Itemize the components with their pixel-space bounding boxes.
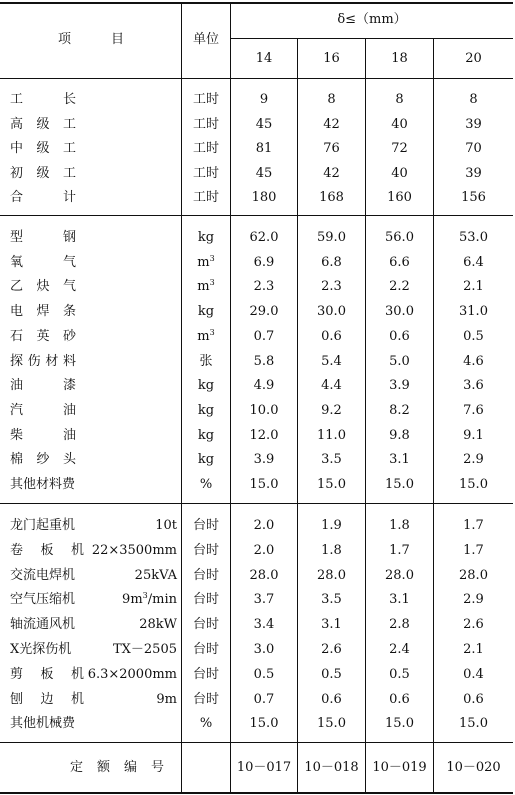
row-value: 15.0 — [459, 477, 488, 492]
row-label-char: 中 — [10, 141, 24, 156]
header-col-14: 14 — [255, 51, 273, 66]
spec-text: 28kW — [139, 617, 177, 632]
unit-text: 台时 — [192, 667, 219, 682]
row-value: 3.5 — [321, 592, 342, 607]
row-label-char: 初 — [10, 166, 24, 181]
unit-superscript: 3 — [209, 254, 215, 263]
spec-text: 25kVA — [134, 568, 177, 583]
row-value: 45 — [255, 166, 273, 181]
row-label-char: 柴 — [10, 428, 24, 443]
row-value: 0.7 — [253, 329, 275, 344]
row-value: 2.4 — [389, 642, 410, 657]
spec-superscript: 3 — [142, 591, 148, 600]
row-value: 15.0 — [249, 477, 279, 492]
unit-text: % — [199, 716, 213, 731]
unit-text: 台时 — [192, 568, 219, 583]
spec-text: 9m — [156, 692, 177, 707]
row-value: 3.9 — [253, 452, 275, 467]
bottom-rule — [0, 792, 513, 794]
row-label-char: 氧 — [10, 255, 24, 270]
row-spec — [84, 667, 177, 683]
header-delta: δ≤（mm） — [337, 12, 407, 27]
row-value: 6.6 — [389, 255, 410, 270]
row-value: 0.5 — [463, 329, 484, 344]
row-unit — [182, 354, 230, 370]
row-label-char: 油 — [62, 428, 76, 443]
unit-text: m — [197, 279, 210, 294]
row-label-char: 合 — [10, 190, 24, 205]
row-value: 0.6 — [389, 692, 410, 707]
row-label — [10, 92, 76, 108]
unit-text: kg — [197, 304, 215, 319]
row-value: 3.9 — [389, 378, 410, 393]
row-value: 2.9 — [463, 592, 484, 607]
row-value: 2.6 — [463, 617, 484, 632]
row-label-char: 长 — [62, 92, 76, 107]
row-value: 9 — [259, 92, 269, 107]
row-value: 2.9 — [463, 452, 484, 467]
row-spec — [84, 568, 177, 584]
row-value: 31.0 — [459, 304, 488, 319]
row-label-char: 工 — [10, 92, 24, 107]
row-value: 0.7 — [253, 692, 275, 707]
row-label-char: 电 — [10, 304, 24, 319]
row-unit — [182, 428, 230, 444]
row-label-char: 型 — [10, 230, 24, 245]
row-spec — [84, 642, 177, 658]
row-label-char: 工 — [62, 141, 76, 156]
spec-text: 6.3×2000mm — [87, 667, 177, 682]
row-value: 29.0 — [249, 304, 279, 319]
footer-label-char: 额 — [96, 760, 110, 775]
row-value: 9.1 — [463, 428, 484, 443]
row-label — [10, 166, 76, 182]
row-value: 4.4 — [321, 378, 342, 393]
row-value: 59.0 — [317, 230, 346, 245]
row-value: 6.8 — [321, 255, 342, 270]
row-label-char: 高 — [10, 117, 24, 132]
row-label-char: 计 — [62, 190, 76, 205]
unit-text: 台时 — [192, 617, 219, 632]
row-value: 8.2 — [389, 403, 410, 418]
row-value: 56.0 — [385, 230, 414, 245]
row-label-char: 炔 — [36, 279, 50, 294]
row-value: 15.0 — [317, 716, 346, 731]
row-value: 30.0 — [385, 304, 414, 319]
row-spec — [84, 617, 177, 633]
footer-label-char: 定 — [70, 760, 84, 775]
row-unit — [182, 568, 230, 584]
row-label-char: 板 — [40, 667, 54, 682]
row-value: 0.6 — [463, 692, 484, 707]
row-value: 45 — [255, 117, 273, 132]
row-unit — [182, 403, 230, 419]
row-value: 30.0 — [317, 304, 346, 319]
row-value: 2.1 — [463, 279, 484, 294]
row-label — [10, 279, 76, 295]
row-value: 15.0 — [459, 716, 488, 731]
row-value: 42 — [323, 117, 340, 132]
row-label-char: 焊 — [36, 304, 50, 319]
row-unit — [182, 304, 230, 320]
header-col-20: 20 — [465, 51, 482, 66]
row-value: 5.4 — [321, 354, 342, 369]
row-value: 1.7 — [463, 518, 484, 533]
row-value: 1.8 — [321, 543, 342, 558]
row-label-char: 板 — [40, 543, 54, 558]
row-value: 8 — [395, 92, 404, 107]
row-label — [10, 117, 76, 133]
unit-text: % — [199, 477, 213, 492]
row-label-char: 纱 — [36, 452, 50, 467]
unit-text: 张 — [199, 354, 213, 369]
row-label: 轴流通风机 — [10, 617, 76, 632]
unit-text: 台时 — [192, 692, 219, 707]
row-label — [10, 304, 76, 320]
row-value: 0.5 — [321, 667, 342, 682]
row-unit — [182, 279, 230, 295]
row-label — [10, 354, 76, 370]
header-item — [58, 32, 124, 48]
unit-text: kg — [197, 428, 215, 443]
row-label-char: 机 — [70, 667, 84, 682]
row-value: 5.8 — [253, 354, 275, 369]
row-value: 2.2 — [389, 279, 410, 294]
row-value: 2.6 — [321, 642, 342, 657]
row-label-char: 汽 — [10, 403, 24, 418]
row-label — [10, 403, 76, 419]
row-value: 10.0 — [249, 403, 279, 418]
row-value: 156 — [461, 190, 486, 205]
header-mid-rule — [230, 38, 513, 39]
unit-superscript: 3 — [209, 278, 215, 287]
row-unit — [182, 141, 230, 157]
unit-text: 工时 — [192, 166, 219, 181]
row-label-char: 工 — [62, 166, 76, 181]
row-value: 8 — [327, 92, 336, 107]
row-value: 6.4 — [463, 255, 484, 270]
row-label — [10, 428, 76, 444]
row-unit — [182, 617, 230, 633]
quota-code: 10－020 — [446, 760, 501, 775]
row-value: 15.0 — [317, 477, 346, 492]
header-item-char: 目 — [110, 32, 124, 47]
row-value: 3.6 — [463, 378, 484, 393]
row-value: 28.0 — [249, 568, 279, 583]
row-value: 3.0 — [253, 642, 275, 657]
row-unit — [182, 642, 230, 658]
row-unit — [182, 692, 230, 708]
header-bottom-rule — [0, 78, 513, 79]
row-value: 15.0 — [385, 716, 414, 731]
row-label-char: 头 — [62, 452, 76, 467]
row-value: 12.0 — [249, 428, 279, 443]
unit-text: 台时 — [192, 543, 219, 558]
row-unit — [182, 518, 230, 534]
row-label — [10, 329, 76, 345]
row-value: 39 — [465, 117, 482, 132]
footer-label-char: 号 — [150, 760, 164, 775]
row-value: 0.6 — [389, 329, 410, 344]
top-rule — [0, 2, 513, 4]
row-label-char: 油 — [62, 403, 76, 418]
row-value: 28.0 — [385, 568, 414, 583]
unit-text: 工时 — [192, 117, 219, 132]
header-col-16: 16 — [323, 51, 340, 66]
row-value: 8 — [469, 92, 478, 107]
row-label-char: 探 — [10, 354, 24, 369]
row-value: 76 — [323, 141, 340, 156]
unit-text: kg — [197, 378, 215, 393]
row-value: 0.6 — [321, 692, 342, 707]
row-value: 7.6 — [463, 403, 484, 418]
quota-code: 10－018 — [304, 760, 359, 775]
row-label: 空气压缩机 — [10, 592, 76, 607]
row-label — [10, 255, 76, 271]
row-value: 2.3 — [253, 279, 275, 294]
unit-text: kg — [197, 452, 215, 467]
row-label-char: 级 — [36, 166, 50, 181]
row-label-char: 伤 — [27, 354, 41, 369]
footer-label — [70, 760, 164, 776]
row-value: 4.9 — [253, 378, 275, 393]
row-label-char: 气 — [62, 279, 76, 294]
row-value: 0.5 — [253, 667, 275, 682]
row-value: 1.8 — [389, 518, 410, 533]
row-label-char: 钢 — [62, 230, 76, 245]
row-label-char: 料 — [62, 354, 76, 369]
spec-text: 9m — [122, 592, 143, 607]
row-value: 53.0 — [459, 230, 488, 245]
row-value: 9.2 — [321, 403, 342, 418]
row-value: 72 — [391, 141, 408, 156]
row-label: 其他材料费 — [10, 477, 76, 492]
row-label-char: 边 — [40, 692, 54, 707]
row-value: 3.1 — [389, 452, 410, 467]
unit-superscript: 3 — [209, 328, 215, 337]
row-value: 28.0 — [459, 568, 488, 583]
row-unit — [182, 378, 230, 394]
row-unit — [182, 329, 230, 345]
labor-bottom-rule — [0, 215, 513, 216]
row-label-char: 油 — [10, 378, 24, 393]
row-unit — [182, 255, 230, 271]
row-value: 180 — [251, 190, 277, 205]
row-value: 1.9 — [321, 518, 342, 533]
quota-code: 10－019 — [372, 760, 427, 775]
row-value: 0.5 — [389, 667, 410, 682]
row-value: 11.0 — [317, 428, 346, 443]
row-label-char: 级 — [36, 117, 50, 132]
row-value: 2.1 — [463, 642, 484, 657]
row-value: 0.4 — [463, 667, 484, 682]
footer-label-char: 编 — [123, 760, 137, 775]
row-label-char: 工 — [62, 117, 76, 132]
row-value: 62.0 — [249, 230, 279, 245]
row-value: 3.5 — [321, 452, 342, 467]
row-value: 4.6 — [463, 354, 484, 369]
row-label-char: 棉 — [10, 452, 24, 467]
row-label-char: 机 — [70, 692, 84, 707]
header-unit: 单位 — [192, 32, 219, 47]
unit-text: 台时 — [192, 592, 219, 607]
header-col-18: 18 — [391, 51, 408, 66]
unit-text: 台时 — [192, 642, 219, 657]
row-value: 42 — [323, 166, 340, 181]
row-value: 6.9 — [253, 255, 275, 270]
machinery-bottom-rule — [0, 742, 513, 743]
row-value: 1.7 — [463, 543, 484, 558]
row-value: 70 — [465, 141, 482, 156]
row-label-char: 条 — [62, 304, 76, 319]
row-value: 3.1 — [321, 617, 342, 632]
row-value: 2.8 — [389, 617, 410, 632]
row-value: 2.3 — [321, 279, 342, 294]
row-label-char: 卷 — [10, 543, 24, 558]
row-unit — [182, 716, 230, 732]
row-label-char: 石 — [10, 329, 24, 344]
row-value: 160 — [387, 190, 412, 205]
row-spec — [84, 543, 177, 559]
row-label-char: 乙 — [10, 279, 24, 294]
row-value: 0.6 — [321, 329, 342, 344]
row-label — [10, 378, 76, 394]
unit-text: 工时 — [192, 141, 219, 156]
spec-text: 22×3500mm — [91, 543, 177, 558]
row-label — [10, 141, 76, 157]
row-value: 3.1 — [389, 592, 410, 607]
row-value: 15.0 — [385, 477, 414, 492]
row-label-char: 剪 — [10, 667, 24, 682]
row-label-char: 砂 — [62, 329, 76, 344]
row-unit — [182, 117, 230, 133]
spec-text: 10t — [155, 518, 177, 533]
row-unit — [182, 230, 230, 246]
unit-text: 台时 — [192, 518, 219, 533]
spec-text: TX－2505 — [112, 642, 177, 657]
row-value: 15.0 — [249, 716, 279, 731]
row-unit — [182, 452, 230, 468]
row-value: 168 — [319, 190, 344, 205]
row-label-char: 刨 — [10, 692, 24, 707]
row-unit — [182, 166, 230, 182]
row-value: 3.7 — [253, 592, 275, 607]
row-label — [10, 667, 84, 683]
row-label: X光探伤机 — [10, 642, 72, 657]
row-value: 3.4 — [253, 617, 275, 632]
row-label — [10, 230, 76, 246]
row-label — [10, 543, 84, 559]
materials-bottom-rule — [0, 503, 513, 504]
unit-text: m — [197, 255, 210, 270]
row-value: 81 — [255, 141, 273, 156]
row-value: 2.0 — [253, 543, 275, 558]
row-label — [10, 190, 76, 206]
unit-text: 工时 — [192, 190, 219, 205]
row-spec — [84, 518, 177, 534]
row-unit — [182, 477, 230, 493]
row-value: 9.8 — [389, 428, 410, 443]
unit-text: kg — [197, 403, 215, 418]
row-label-char: 气 — [62, 255, 76, 270]
row-unit — [182, 543, 230, 559]
row-label-char: 漆 — [62, 378, 76, 393]
row-value: 1.7 — [389, 543, 410, 558]
row-unit — [182, 92, 230, 108]
row-unit — [182, 592, 230, 608]
row-value: 28.0 — [317, 568, 346, 583]
row-unit — [182, 667, 230, 683]
row-value: 5.0 — [389, 354, 410, 369]
quota-code: 10－017 — [236, 760, 292, 775]
row-label-char: 级 — [36, 141, 50, 156]
row-label — [10, 692, 84, 708]
row-value: 39 — [465, 166, 482, 181]
row-value: 2.0 — [253, 518, 275, 533]
row-label — [10, 452, 76, 468]
spec-tail: /min — [147, 592, 177, 607]
row-label-char: 材 — [45, 354, 59, 369]
unit-text: m — [197, 329, 210, 344]
row-spec — [84, 692, 177, 708]
row-label: 其他机械费 — [10, 716, 76, 731]
unit-text: 工时 — [192, 92, 219, 107]
unit-text: kg — [197, 230, 215, 245]
header-item-char: 项 — [58, 32, 72, 47]
row-label: 龙门起重机 — [10, 518, 76, 533]
row-unit — [182, 190, 230, 206]
row-spec — [84, 592, 177, 608]
row-label: 交流电焊机 — [10, 568, 76, 583]
row-label-char: 机 — [70, 543, 84, 558]
row-value: 40 — [391, 166, 408, 181]
row-label-char: 英 — [36, 329, 50, 344]
row-value: 40 — [391, 117, 408, 132]
